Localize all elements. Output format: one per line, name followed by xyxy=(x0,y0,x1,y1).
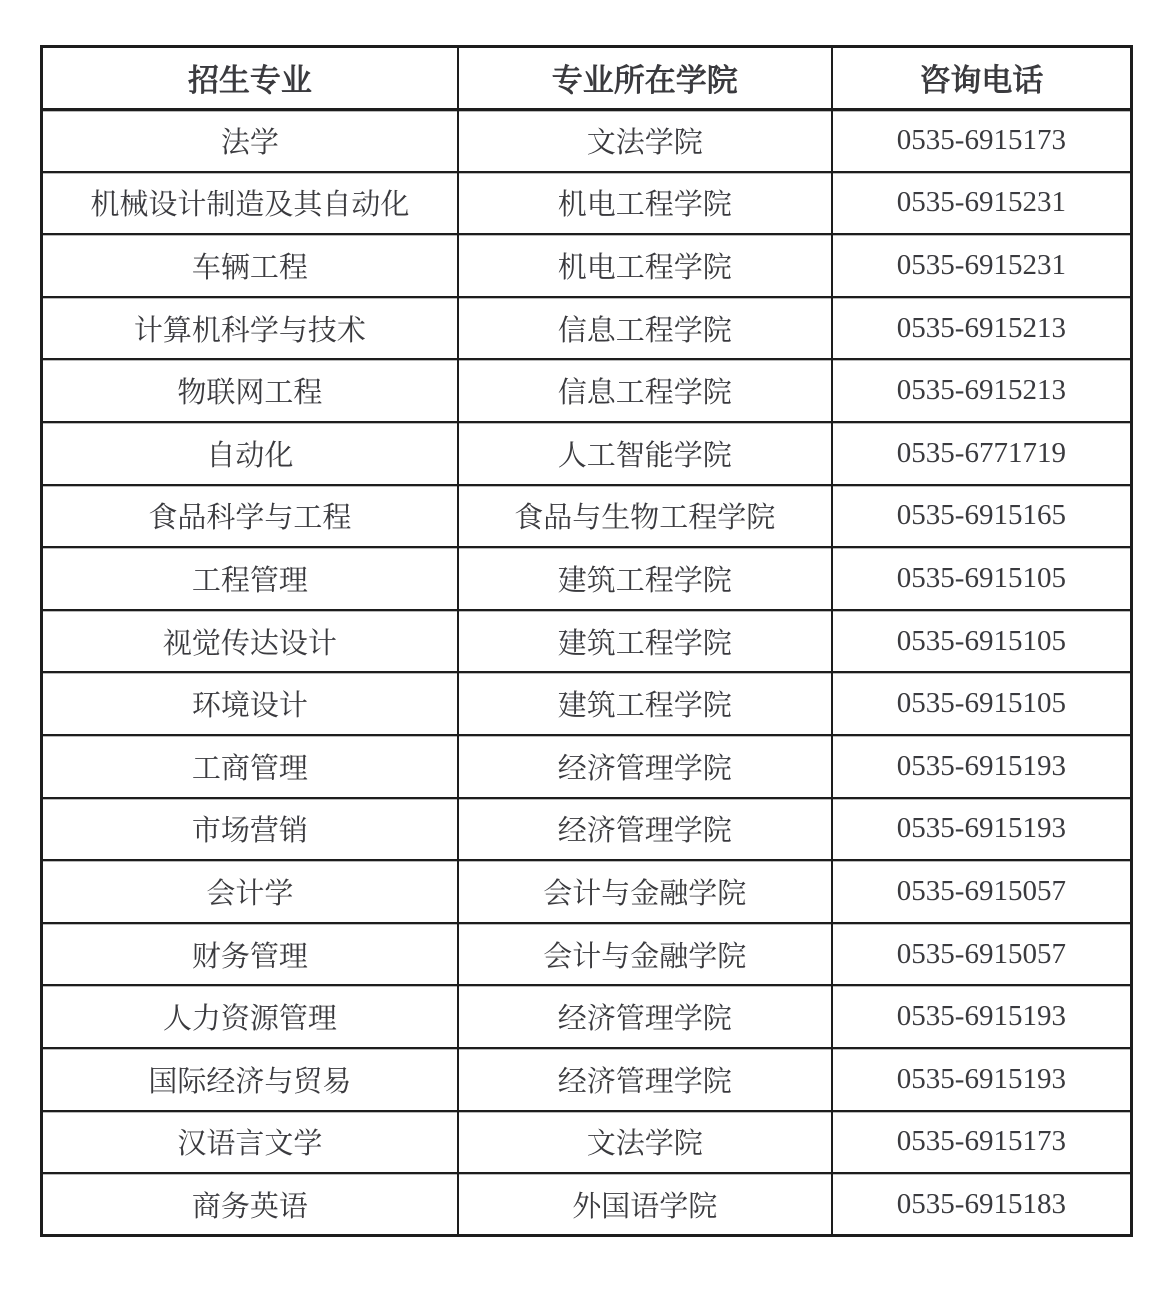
cell-college: 文法学院 xyxy=(458,1111,832,1174)
cell-major: 财务管理 xyxy=(42,923,458,986)
cell-phone: 0535-6915213 xyxy=(832,359,1132,422)
cell-college: 信息工程学院 xyxy=(458,297,832,360)
cell-college: 建筑工程学院 xyxy=(458,672,832,735)
cell-phone: 0535-6771719 xyxy=(832,422,1132,485)
cell-college: 外国语学院 xyxy=(458,1173,832,1236)
cell-major: 工程管理 xyxy=(42,547,458,610)
cell-phone: 0535-6915165 xyxy=(832,485,1132,548)
table-row xyxy=(42,1111,1132,1174)
cell-college: 经济管理学院 xyxy=(458,798,832,861)
cell-major: 自动化 xyxy=(42,422,458,485)
table-row xyxy=(42,1173,1132,1236)
cell-major: 国际经济与贸易 xyxy=(42,1048,458,1111)
cell-phone: 0535-6915231 xyxy=(832,172,1132,235)
cell-phone: 0535-6915183 xyxy=(832,1173,1132,1236)
table-row xyxy=(42,234,1132,297)
cell-phone: 0535-6915105 xyxy=(832,547,1132,610)
table-row xyxy=(42,860,1132,923)
cell-phone: 0535-6915193 xyxy=(832,985,1132,1048)
cell-college: 经济管理学院 xyxy=(458,735,832,798)
table-row xyxy=(42,547,1132,610)
cell-major: 食品科学与工程 xyxy=(42,485,458,548)
header-major: 招生专业 xyxy=(42,47,458,110)
cell-phone: 0535-6915193 xyxy=(832,735,1132,798)
cell-phone: 0535-6915173 xyxy=(832,1111,1132,1174)
cell-phone: 0535-6915105 xyxy=(832,672,1132,735)
cell-major: 汉语言文学 xyxy=(42,1111,458,1174)
cell-major: 法学 xyxy=(42,109,458,172)
header-row xyxy=(42,47,1132,110)
table-row xyxy=(42,672,1132,735)
cell-major: 工商管理 xyxy=(42,735,458,798)
cell-major: 商务英语 xyxy=(42,1173,458,1236)
table-row xyxy=(42,735,1132,798)
table-row xyxy=(42,923,1132,986)
table-row xyxy=(42,798,1132,861)
cell-college: 机电工程学院 xyxy=(458,234,832,297)
table-row xyxy=(42,422,1132,485)
cell-major: 视觉传达设计 xyxy=(42,610,458,673)
cell-major: 会计学 xyxy=(42,860,458,923)
cell-major: 环境设计 xyxy=(42,672,458,735)
cell-major: 市场营销 xyxy=(42,798,458,861)
table-body xyxy=(42,109,1132,1236)
cell-major: 车辆工程 xyxy=(42,234,458,297)
cell-phone: 0535-6915057 xyxy=(832,860,1132,923)
header-phone: 咨询电话 xyxy=(832,47,1132,110)
cell-phone: 0535-6915231 xyxy=(832,234,1132,297)
table-row xyxy=(42,172,1132,235)
cell-major: 计算机科学与技术 xyxy=(42,297,458,360)
cell-phone: 0535-6915173 xyxy=(832,109,1132,172)
cell-college: 建筑工程学院 xyxy=(458,610,832,673)
cell-phone: 0535-6915213 xyxy=(832,297,1132,360)
cell-college: 会计与金融学院 xyxy=(458,923,832,986)
cell-college: 文法学院 xyxy=(458,109,832,172)
cell-college: 会计与金融学院 xyxy=(458,860,832,923)
cell-major: 机械设计制造及其自动化 xyxy=(42,172,458,235)
cell-major: 人力资源管理 xyxy=(42,985,458,1048)
cell-major: 物联网工程 xyxy=(42,359,458,422)
cell-phone: 0535-6915057 xyxy=(832,923,1132,986)
cell-college: 经济管理学院 xyxy=(458,985,832,1048)
header-college: 专业所在学院 xyxy=(458,47,832,110)
table-row xyxy=(42,109,1132,172)
cell-college: 经济管理学院 xyxy=(458,1048,832,1111)
cell-phone: 0535-6915105 xyxy=(832,610,1132,673)
cell-phone: 0535-6915193 xyxy=(832,1048,1132,1111)
admissions-table-container xyxy=(40,45,1133,1237)
admissions-table xyxy=(40,45,1133,1237)
cell-college: 食品与生物工程学院 xyxy=(458,485,832,548)
table-row xyxy=(42,985,1132,1048)
cell-college: 建筑工程学院 xyxy=(458,547,832,610)
cell-phone: 0535-6915193 xyxy=(832,798,1132,861)
table-row xyxy=(42,359,1132,422)
table-row xyxy=(42,1048,1132,1111)
cell-college: 信息工程学院 xyxy=(458,359,832,422)
table-row xyxy=(42,485,1132,548)
table-row xyxy=(42,297,1132,360)
table-row xyxy=(42,610,1132,673)
cell-college: 机电工程学院 xyxy=(458,172,832,235)
cell-college: 人工智能学院 xyxy=(458,422,832,485)
